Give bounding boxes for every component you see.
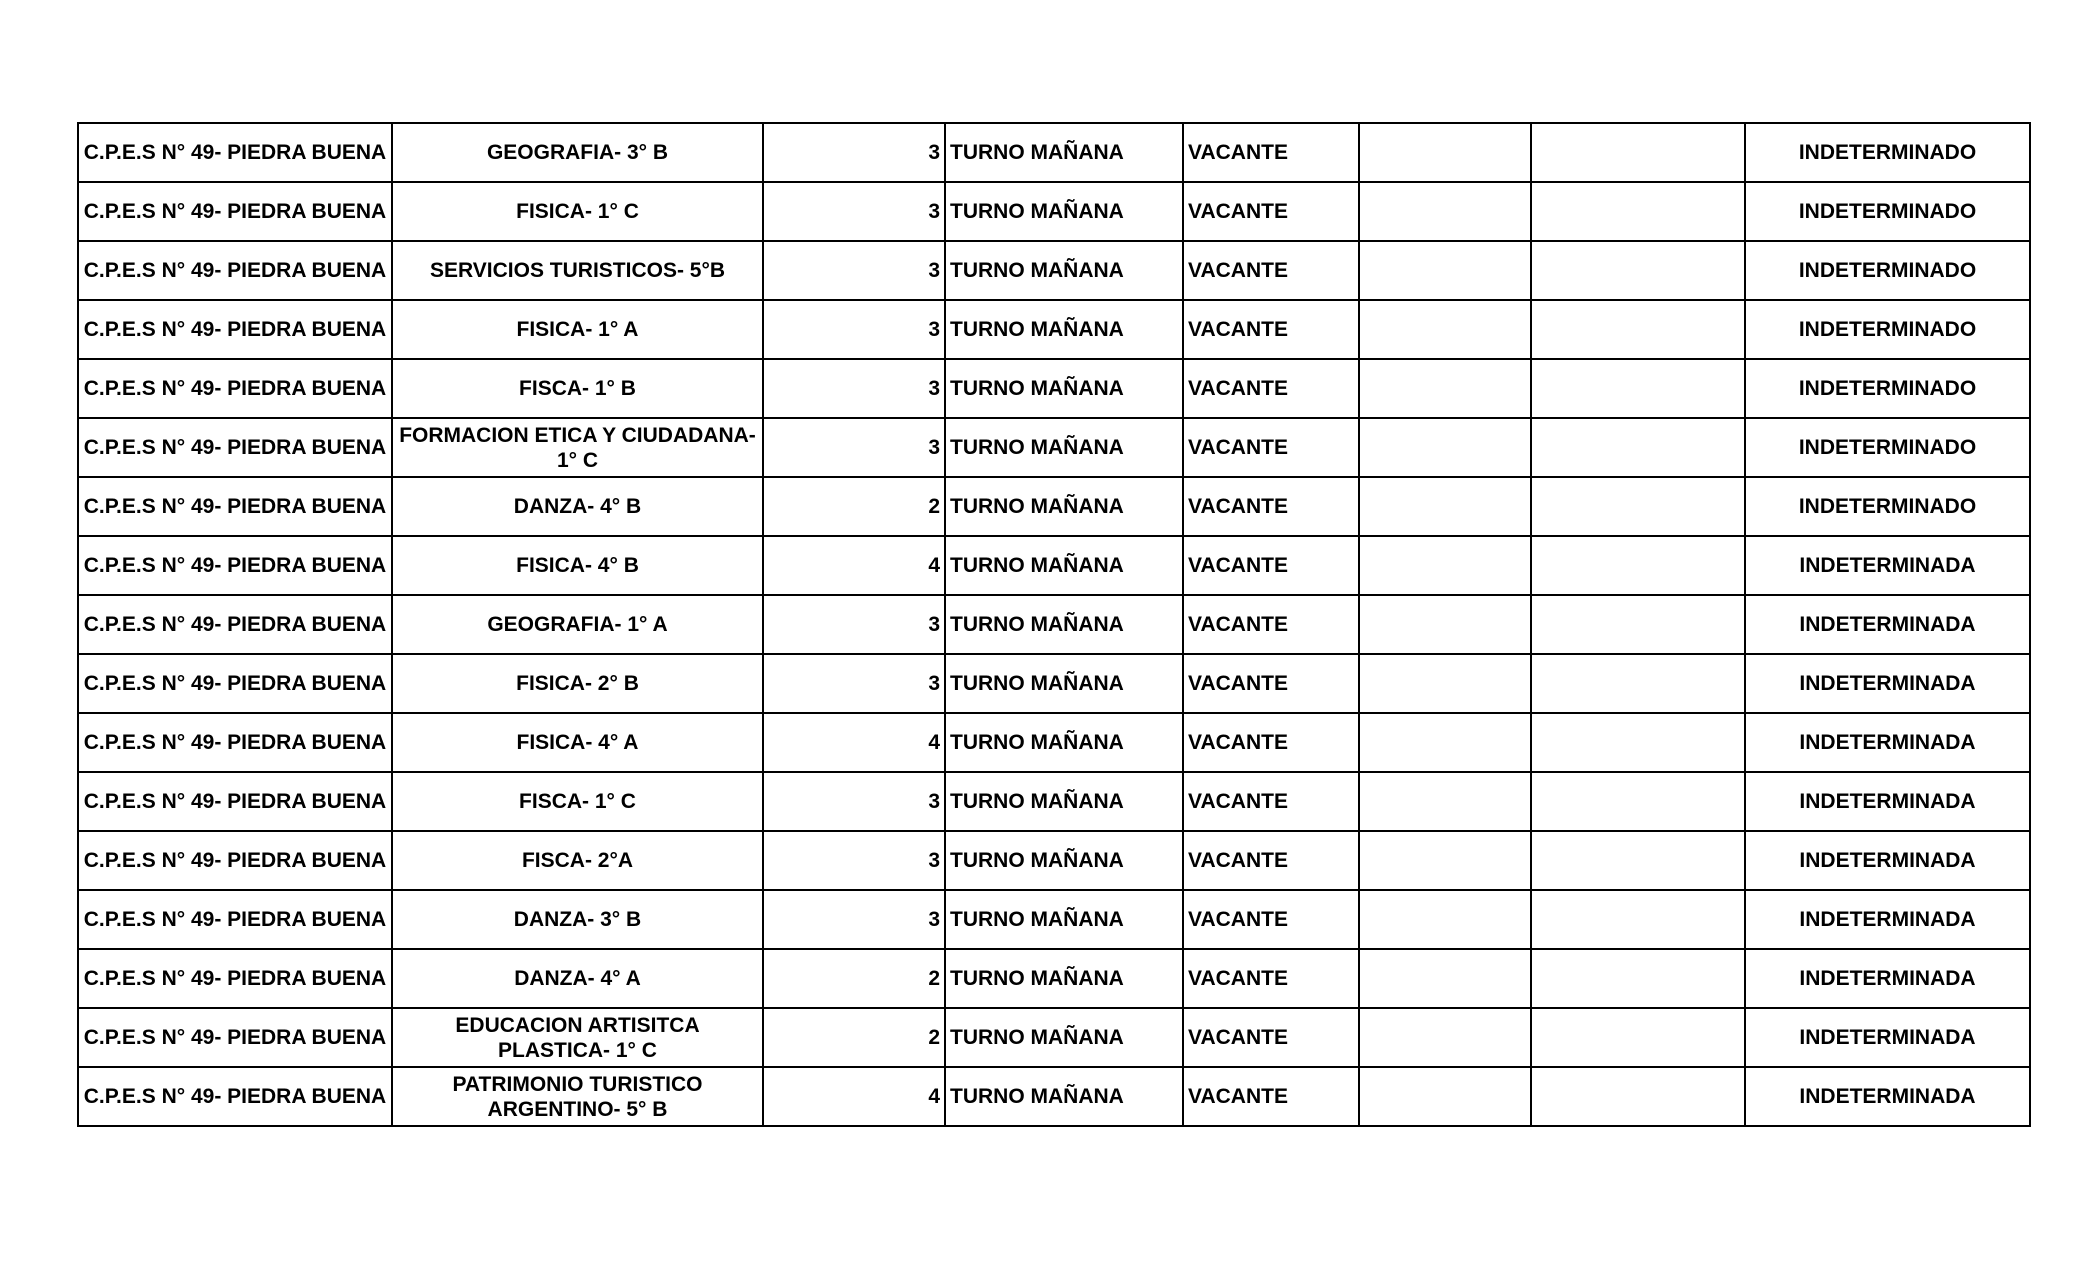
empty-cell bbox=[1531, 1067, 1745, 1126]
status-cell: VACANTE bbox=[1183, 713, 1359, 772]
status-cell: VACANTE bbox=[1183, 477, 1359, 536]
empty-cell bbox=[1359, 1008, 1531, 1067]
school-cell: C.P.E.S N° 49- PIEDRA BUENA bbox=[78, 713, 392, 772]
subject-cell: EDUCACION ARTISITCA PLASTICA- 1° C bbox=[392, 1008, 763, 1067]
school-cell: C.P.E.S N° 49- PIEDRA BUENA bbox=[78, 477, 392, 536]
table-row bbox=[78, 241, 2030, 300]
table-row bbox=[78, 477, 2030, 536]
subject-cell: DANZA- 4° A bbox=[392, 949, 763, 1008]
school-cell: C.P.E.S N° 49- PIEDRA BUENA bbox=[78, 1067, 392, 1126]
subject-cell: FISCA- 1° C bbox=[392, 772, 763, 831]
subject-cell: FISCA- 1° B bbox=[392, 359, 763, 418]
hours-cell: 3 bbox=[763, 831, 945, 890]
status-cell: VACANTE bbox=[1183, 418, 1359, 477]
empty-cell bbox=[1359, 477, 1531, 536]
shift-cell: TURNO MAÑANA bbox=[945, 949, 1183, 1008]
term-cell: INDETERMINADA bbox=[1745, 536, 2030, 595]
empty-cell bbox=[1531, 477, 1745, 536]
subject-cell: DANZA- 4° B bbox=[392, 477, 763, 536]
empty-cell bbox=[1359, 418, 1531, 477]
term-cell: INDETERMINADA bbox=[1745, 949, 2030, 1008]
empty-cell bbox=[1531, 123, 1745, 182]
school-cell: C.P.E.S N° 49- PIEDRA BUENA bbox=[78, 595, 392, 654]
hours-cell: 3 bbox=[763, 241, 945, 300]
hours-cell: 4 bbox=[763, 1067, 945, 1126]
status-cell: VACANTE bbox=[1183, 241, 1359, 300]
hours-cell: 2 bbox=[763, 1008, 945, 1067]
table-body bbox=[78, 123, 2030, 1126]
subject-cell: DANZA- 3° B bbox=[392, 890, 763, 949]
empty-cell bbox=[1359, 890, 1531, 949]
empty-cell bbox=[1531, 359, 1745, 418]
term-cell: INDETERMINADO bbox=[1745, 241, 2030, 300]
subject-cell: FORMACION ETICA Y CIUDADANA- 1° C bbox=[392, 418, 763, 477]
shift-cell: TURNO MAÑANA bbox=[945, 241, 1183, 300]
empty-cell bbox=[1359, 300, 1531, 359]
empty-cell bbox=[1531, 595, 1745, 654]
shift-cell: TURNO MAÑANA bbox=[945, 831, 1183, 890]
term-cell: INDETERMINADA bbox=[1745, 1067, 2030, 1126]
empty-cell bbox=[1531, 890, 1745, 949]
school-cell: C.P.E.S N° 49- PIEDRA BUENA bbox=[78, 949, 392, 1008]
hours-cell: 3 bbox=[763, 182, 945, 241]
empty-cell bbox=[1359, 123, 1531, 182]
status-cell: VACANTE bbox=[1183, 595, 1359, 654]
hours-cell: 2 bbox=[763, 477, 945, 536]
subject-cell: FISICA- 2° B bbox=[392, 654, 763, 713]
empty-cell bbox=[1359, 654, 1531, 713]
empty-cell bbox=[1531, 654, 1745, 713]
table-row bbox=[78, 182, 2030, 241]
shift-cell: TURNO MAÑANA bbox=[945, 713, 1183, 772]
shift-cell: TURNO MAÑANA bbox=[945, 1008, 1183, 1067]
term-cell: INDETERMINADA bbox=[1745, 1008, 2030, 1067]
vacancies-table bbox=[77, 122, 2031, 1127]
subject-cell: PATRIMONIO TURISTICO ARGENTINO- 5° B bbox=[392, 1067, 763, 1126]
table-row bbox=[78, 1008, 2030, 1067]
empty-cell bbox=[1359, 831, 1531, 890]
school-cell: C.P.E.S N° 49- PIEDRA BUENA bbox=[78, 123, 392, 182]
school-cell: C.P.E.S N° 49- PIEDRA BUENA bbox=[78, 241, 392, 300]
table-row bbox=[78, 890, 2030, 949]
empty-cell bbox=[1359, 536, 1531, 595]
school-cell: C.P.E.S N° 49- PIEDRA BUENA bbox=[78, 300, 392, 359]
term-cell: INDETERMINADA bbox=[1745, 890, 2030, 949]
hours-cell: 3 bbox=[763, 300, 945, 359]
empty-cell bbox=[1531, 831, 1745, 890]
school-cell: C.P.E.S N° 49- PIEDRA BUENA bbox=[78, 831, 392, 890]
empty-cell bbox=[1359, 772, 1531, 831]
table-row bbox=[78, 949, 2030, 1008]
table-row bbox=[78, 418, 2030, 477]
empty-cell bbox=[1531, 713, 1745, 772]
empty-cell bbox=[1359, 1067, 1531, 1126]
shift-cell: TURNO MAÑANA bbox=[945, 300, 1183, 359]
term-cell: INDETERMINADO bbox=[1745, 300, 2030, 359]
status-cell: VACANTE bbox=[1183, 1067, 1359, 1126]
school-cell: C.P.E.S N° 49- PIEDRA BUENA bbox=[78, 182, 392, 241]
shift-cell: TURNO MAÑANA bbox=[945, 595, 1183, 654]
subject-cell: FISCA- 2°A bbox=[392, 831, 763, 890]
empty-cell bbox=[1531, 182, 1745, 241]
school-cell: C.P.E.S N° 49- PIEDRA BUENA bbox=[78, 536, 392, 595]
hours-cell: 3 bbox=[763, 595, 945, 654]
shift-cell: TURNO MAÑANA bbox=[945, 182, 1183, 241]
empty-cell bbox=[1359, 595, 1531, 654]
empty-cell bbox=[1531, 772, 1745, 831]
table-row bbox=[78, 654, 2030, 713]
subject-cell: FISICA- 1° C bbox=[392, 182, 763, 241]
shift-cell: TURNO MAÑANA bbox=[945, 1067, 1183, 1126]
table-row bbox=[78, 595, 2030, 654]
status-cell: VACANTE bbox=[1183, 654, 1359, 713]
status-cell: VACANTE bbox=[1183, 300, 1359, 359]
status-cell: VACANTE bbox=[1183, 772, 1359, 831]
subject-cell: FISICA- 4° B bbox=[392, 536, 763, 595]
hours-cell: 4 bbox=[763, 713, 945, 772]
status-cell: VACANTE bbox=[1183, 359, 1359, 418]
status-cell: VACANTE bbox=[1183, 182, 1359, 241]
term-cell: INDETERMINADO bbox=[1745, 418, 2030, 477]
shift-cell: TURNO MAÑANA bbox=[945, 418, 1183, 477]
table-row bbox=[78, 359, 2030, 418]
empty-cell bbox=[1359, 241, 1531, 300]
empty-cell bbox=[1531, 536, 1745, 595]
empty-cell bbox=[1531, 949, 1745, 1008]
term-cell: INDETERMINADO bbox=[1745, 477, 2030, 536]
hours-cell: 3 bbox=[763, 890, 945, 949]
empty-cell bbox=[1531, 418, 1745, 477]
hours-cell: 4 bbox=[763, 536, 945, 595]
subject-cell: GEOGRAFIA- 1° A bbox=[392, 595, 763, 654]
table-row bbox=[78, 831, 2030, 890]
status-cell: VACANTE bbox=[1183, 949, 1359, 1008]
hours-cell: 2 bbox=[763, 949, 945, 1008]
subject-cell: FISICA- 1° A bbox=[392, 300, 763, 359]
term-cell: INDETERMINADA bbox=[1745, 654, 2030, 713]
table-row bbox=[78, 536, 2030, 595]
subject-cell: GEOGRAFIA- 3° B bbox=[392, 123, 763, 182]
shift-cell: TURNO MAÑANA bbox=[945, 123, 1183, 182]
term-cell: INDETERMINADO bbox=[1745, 182, 2030, 241]
term-cell: INDETERMINADA bbox=[1745, 713, 2030, 772]
empty-cell bbox=[1531, 1008, 1745, 1067]
hours-cell: 3 bbox=[763, 418, 945, 477]
empty-cell bbox=[1359, 713, 1531, 772]
shift-cell: TURNO MAÑANA bbox=[945, 477, 1183, 536]
status-cell: VACANTE bbox=[1183, 536, 1359, 595]
table-row bbox=[78, 772, 2030, 831]
school-cell: C.P.E.S N° 49- PIEDRA BUENA bbox=[78, 1008, 392, 1067]
subject-cell: FISICA- 4° A bbox=[392, 713, 763, 772]
table-row bbox=[78, 300, 2030, 359]
shift-cell: TURNO MAÑANA bbox=[945, 359, 1183, 418]
hours-cell: 3 bbox=[763, 772, 945, 831]
empty-cell bbox=[1359, 949, 1531, 1008]
school-cell: C.P.E.S N° 49- PIEDRA BUENA bbox=[78, 359, 392, 418]
empty-cell bbox=[1359, 359, 1531, 418]
empty-cell bbox=[1531, 241, 1745, 300]
term-cell: INDETERMINADO bbox=[1745, 123, 2030, 182]
school-cell: C.P.E.S N° 49- PIEDRA BUENA bbox=[78, 418, 392, 477]
term-cell: INDETERMINADA bbox=[1745, 831, 2030, 890]
status-cell: VACANTE bbox=[1183, 831, 1359, 890]
term-cell: INDETERMINADA bbox=[1745, 595, 2030, 654]
school-cell: C.P.E.S N° 49- PIEDRA BUENA bbox=[78, 654, 392, 713]
shift-cell: TURNO MAÑANA bbox=[945, 536, 1183, 595]
table-row bbox=[78, 1067, 2030, 1126]
school-cell: C.P.E.S N° 49- PIEDRA BUENA bbox=[78, 772, 392, 831]
empty-cell bbox=[1531, 300, 1745, 359]
status-cell: VACANTE bbox=[1183, 123, 1359, 182]
hours-cell: 3 bbox=[763, 359, 945, 418]
table-row bbox=[78, 123, 2030, 182]
school-cell: C.P.E.S N° 49- PIEDRA BUENA bbox=[78, 890, 392, 949]
term-cell: INDETERMINADA bbox=[1745, 772, 2030, 831]
term-cell: INDETERMINADO bbox=[1745, 359, 2030, 418]
subject-cell: SERVICIOS TURISTICOS- 5°B bbox=[392, 241, 763, 300]
shift-cell: TURNO MAÑANA bbox=[945, 772, 1183, 831]
hours-cell: 3 bbox=[763, 123, 945, 182]
empty-cell bbox=[1359, 182, 1531, 241]
table-row bbox=[78, 713, 2030, 772]
shift-cell: TURNO MAÑANA bbox=[945, 890, 1183, 949]
shift-cell: TURNO MAÑANA bbox=[945, 654, 1183, 713]
status-cell: VACANTE bbox=[1183, 890, 1359, 949]
hours-cell: 3 bbox=[763, 654, 945, 713]
status-cell: VACANTE bbox=[1183, 1008, 1359, 1067]
